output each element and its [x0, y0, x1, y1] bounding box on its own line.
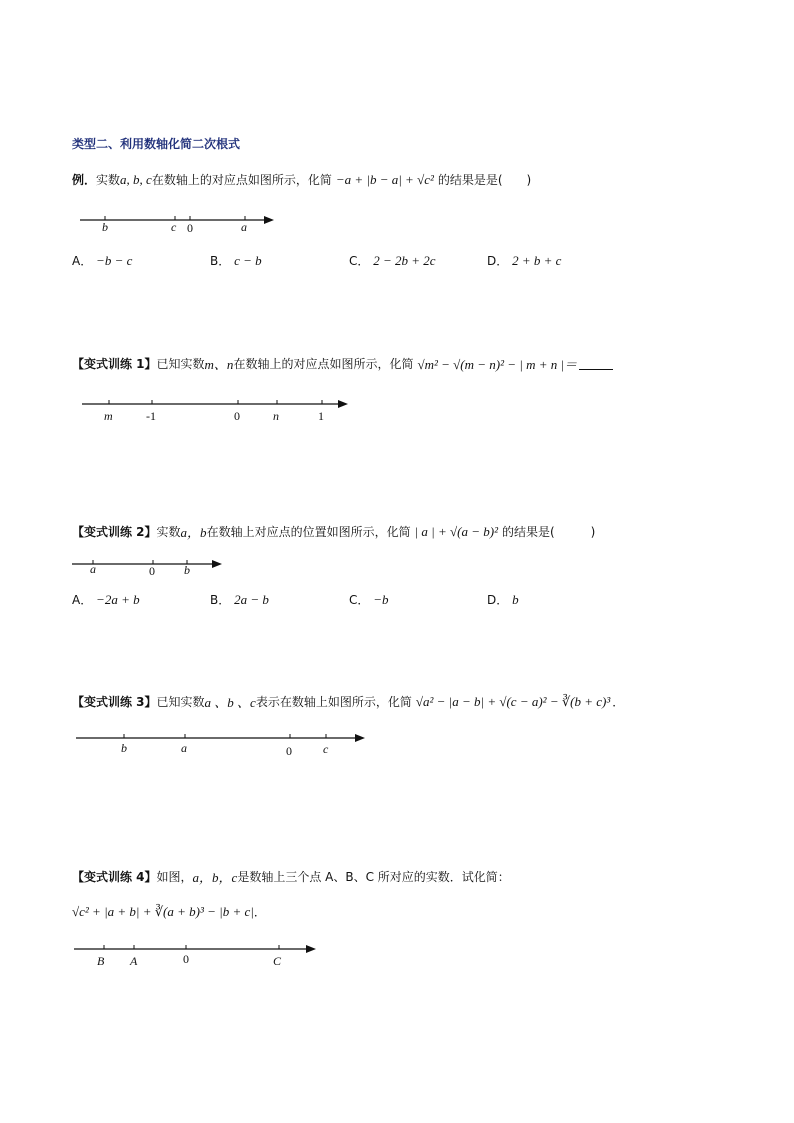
example-axis-label-a: a [241, 220, 247, 234]
training4-axis-label-A: A [130, 954, 138, 968]
training4-question [72, 867, 510, 886]
example-option-c[interactable] [349, 252, 436, 269]
training1-axis-label-n: n [273, 409, 279, 423]
option-key: C． [349, 593, 370, 607]
example-label: 例． [72, 173, 97, 187]
training1-axis-label-1: 1 [318, 409, 324, 423]
training2-option-b[interactable] [210, 591, 269, 608]
option-value: b [512, 592, 519, 607]
option-key: A． [72, 254, 93, 268]
training4-text-mid: 是数轴上三个点 A、B、C 所对应的实数．试化简： [237, 870, 510, 884]
training3-text-before: 已知实数 [156, 695, 205, 709]
training3-text-after: ． [612, 695, 625, 709]
training2-axis-label-a: a [90, 562, 96, 576]
training3-label: 【变式训练 3】 [72, 695, 157, 709]
training4-expression-line [72, 903, 266, 920]
training1-question [72, 354, 613, 373]
training4-axis-label-0: 0 [183, 952, 189, 966]
training2-label: 【变式训练 2】 [72, 525, 157, 539]
training2-axis-label-b: b [184, 563, 190, 577]
training4-vars: a，b，c [192, 870, 238, 885]
training2-axis-label-0: 0 [149, 564, 155, 578]
example-text-mid: 在数轴上的对应点如图所示，化简 [151, 173, 332, 187]
training1-axis-label-0: 0 [234, 409, 240, 423]
example-axis-label-b: b [102, 220, 108, 234]
training1-vars: m、n [204, 357, 234, 372]
training2-text-after: 的结果是( ) [501, 525, 596, 539]
training4-text-before: 如图， [156, 870, 193, 884]
example-vars: a, b, c [120, 171, 152, 187]
training4-axis-label-B: B [97, 954, 105, 968]
training3-axis-label-a: a [181, 741, 187, 755]
training3-question [72, 692, 624, 711]
option-value: −b − c [96, 253, 133, 268]
training3-text-mid: 表示在数轴上如图所示，化简 [255, 695, 412, 709]
example-option-a[interactable] [72, 252, 132, 269]
option-value: 2a − b [234, 592, 269, 607]
option-value: −b [373, 592, 389, 607]
training4-text-after: ． [253, 905, 266, 919]
option-value: 2 + b + c [512, 253, 562, 268]
training4-axis-label-C: C [273, 954, 282, 968]
section-title: 类型二、利用数轴化简二次根式 [72, 137, 241, 151]
training3-vars: a 、b 、c [204, 695, 256, 710]
training2-text-mid: 在数轴上对应点的位置如图所示，化简 [206, 525, 411, 539]
training1-number-line [82, 394, 352, 414]
example-text-before: 实数 [96, 173, 121, 187]
training2-question [72, 522, 595, 541]
training4-label: 【变式训练 4】 [72, 870, 157, 884]
example-text-after: 的结果是是( ) [437, 173, 532, 187]
example-option-d[interactable] [487, 252, 561, 269]
training2-option-d[interactable] [487, 591, 519, 608]
option-key: A． [72, 593, 93, 607]
training1-expression: √m² − √(m − n)² − | m + n |＝ [417, 357, 578, 372]
option-value: −2a + b [96, 592, 140, 607]
option-key: D． [487, 254, 509, 268]
training1-axis-label-m: m [104, 409, 113, 423]
example-axis-label-0: 0 [187, 221, 193, 235]
option-value: 2 − 2b + 2c [373, 253, 436, 268]
training2-option-a[interactable] [72, 591, 140, 608]
training4-number-line [74, 939, 324, 959]
training1-text-mid: 在数轴上的对应点如图所示，化简 [233, 357, 414, 371]
training2-vars: a，b [180, 525, 207, 540]
training1-text-before: 已知实数 [156, 357, 205, 371]
option-key: D． [487, 593, 509, 607]
training1-label: 【变式训练 1】 [72, 357, 157, 371]
example-axis-label-c: c [171, 220, 177, 234]
example-expression: −a + |b − a| + √c² [335, 171, 434, 187]
option-value: c − b [234, 253, 262, 268]
example-question [72, 171, 531, 188]
training3-axis-label-b: b [121, 741, 127, 755]
example-option-b[interactable] [210, 252, 262, 269]
training3-axis-label-c: c [323, 742, 329, 756]
answer-blank[interactable] [579, 357, 613, 370]
training2-expression: | a | + √(a − b)² [414, 523, 498, 539]
option-key: B． [210, 593, 231, 607]
training4-expression: √c² + |a + b| + ∛(a + b)³ − |b + c| [72, 903, 254, 919]
example-number-line [80, 210, 280, 242]
training1-axis-label-minus1: -1 [146, 409, 156, 423]
option-key: B． [210, 254, 231, 268]
training2-text-before: 实数 [156, 525, 181, 539]
training3-axis-label-0: 0 [286, 744, 292, 758]
option-key: C． [349, 254, 370, 268]
training2-option-c[interactable] [349, 591, 389, 608]
training3-expression: √a² − |a − b| + √(c − a)² − ∛(b + c)³ [415, 693, 611, 709]
